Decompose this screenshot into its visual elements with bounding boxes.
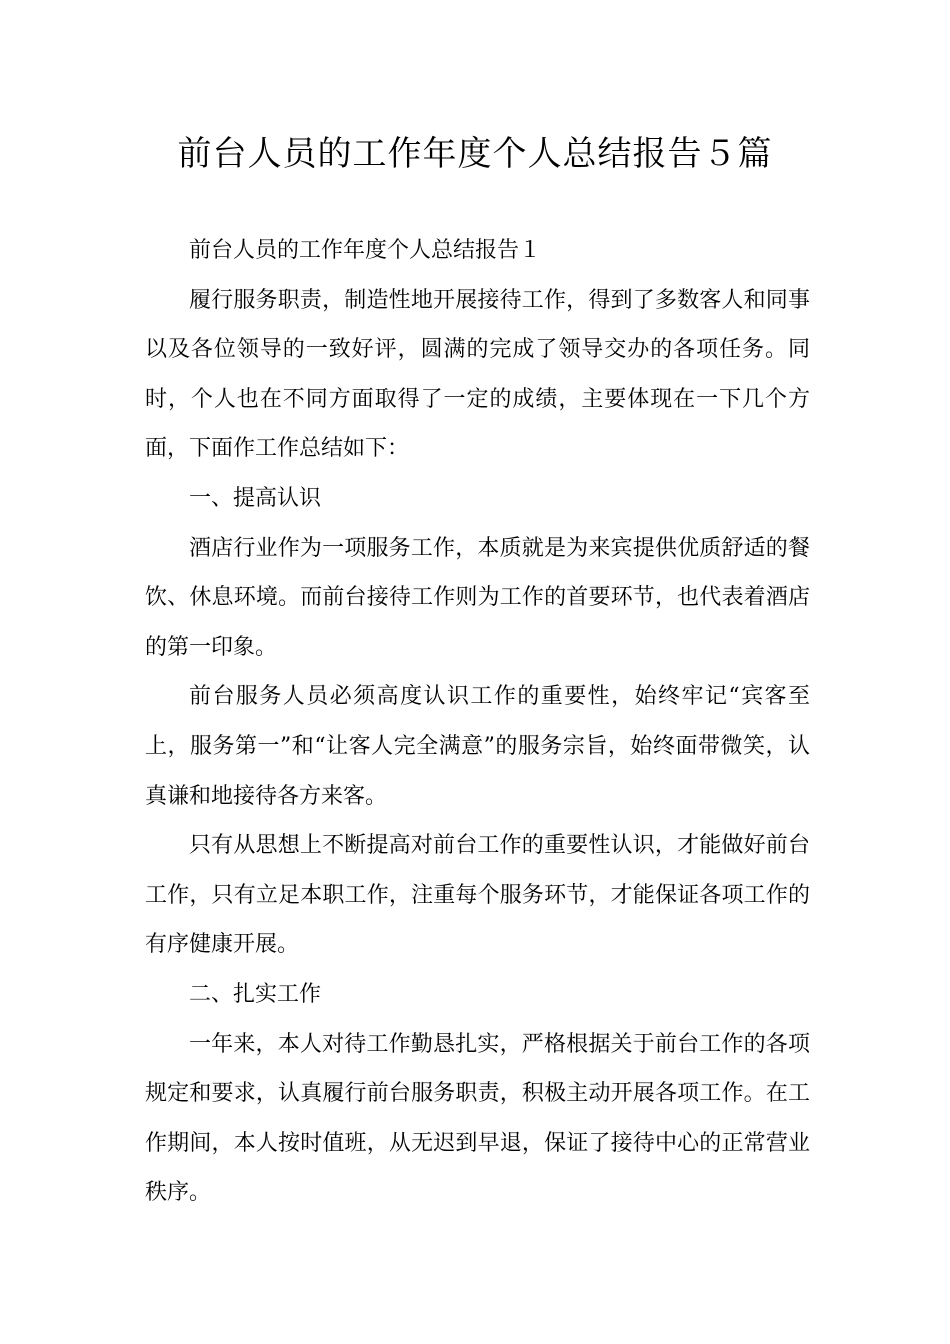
intro-paragraph: 履行服务职责，制造性地开展接待工作，得到了多数客人和同事以及各位领导的一致好评，圆满的完成了领导交办的各项任务。同时，个人也在不同方面取得了一定的成绩，主要体现在一下几个方面，下面作工作总结如下： <box>145 287 810 462</box>
section-heading-2: 二、扎实工作 <box>189 981 322 1007</box>
body-paragraph: 只有从思想上不断提高对前台工作的重要性认识，才能做好前台工作，只有立足本职工作，注重每个服务环节，才能保证各项工作的有序健康开展。 <box>145 833 810 958</box>
body-paragraph: 前台服务人员必须高度认识工作的重要性，始终牢记“宾客至上，服务第一”和“让客人完全满意”的服务宗旨，始终面带微笑，认真谦和地接待各方来客。 <box>145 684 810 809</box>
document-title: 前台人员的工作年度个人总结报告５篇 <box>177 134 773 174</box>
body-paragraph: 酒店行业作为一项服务工作，本质就是为来宾提供优质舒适的餐饮、休息环境。而前台接待工作则为工作的首要环节，也代表着酒店的第一印象。 <box>145 535 810 660</box>
section-heading-1: 一、提高认识 <box>189 485 322 511</box>
body-paragraph: 一年来，本人对待工作勤恳扎实，严格根据关于前台工作的各项规定和要求，认真履行前台服务职责，积极主动开展各项工作。在工作期间，本人按时值班，从无迟到早退，保证了接待中心的正常营业秩序。 <box>145 1031 810 1206</box>
document-body <box>145 226 810 1218</box>
report-subtitle: 前台人员的工作年度个人总结报告１ <box>189 238 542 263</box>
